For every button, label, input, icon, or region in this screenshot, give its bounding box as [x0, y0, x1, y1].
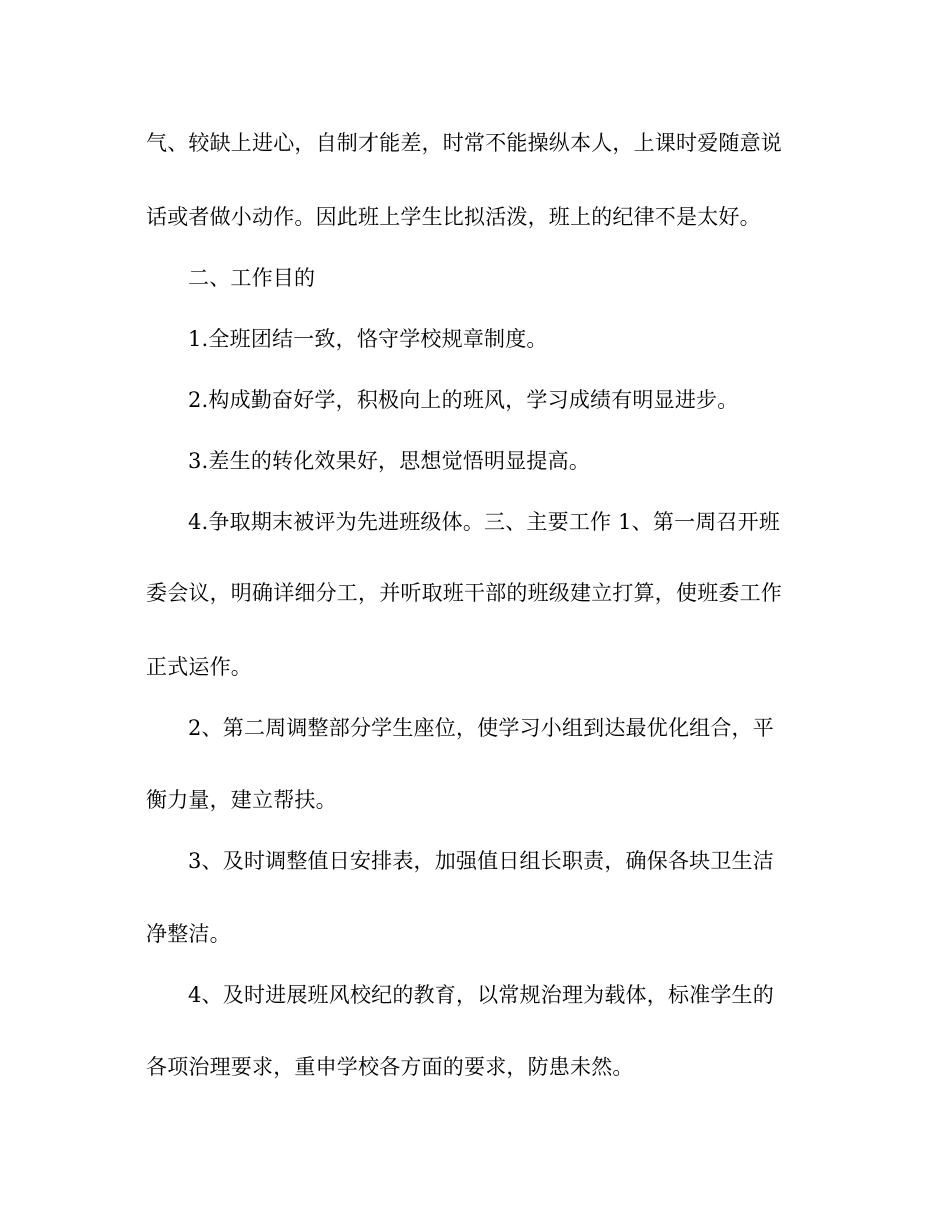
section-heading: 二、工作目的 — [188, 266, 316, 290]
text-line-15: 各项治理要求，重申学校各方面的要求，防患未然。 — [146, 1055, 634, 1079]
text-line-9: 正式运作。 — [146, 655, 252, 679]
text-line-6: 3.差生的转化效果好，思想觉悟明显提高。 — [188, 449, 591, 473]
text-line-12: 3、及时调整值日安排表，加强值日组长职责，确保各块卫生洁 — [188, 849, 774, 873]
text-line-7: 4.争取期末被评为先进班级体。三、主要工作 1、第一周召开班 — [188, 510, 781, 534]
text-line-11: 衡力量，建立帮扶。 — [146, 788, 337, 812]
text-line-2: 话或者做小动作。因此班上学生比拟活泼，班上的纪律不是太好。 — [146, 205, 761, 229]
text-line-4: 1.全班团结一致，恪守学校规章制度。 — [188, 327, 548, 351]
text-line-8: 委会议，明确详细分工，并听取班干部的班级建立打算，使班委工作 — [146, 581, 782, 605]
text-line-5: 2.构成勤奋好学，积极向上的班风，学习成绩有明显进步。 — [188, 388, 739, 412]
text-line-1: 气、较缺上进心，自制才能差，时常不能操纵本人，上课时爱随意说 — [146, 131, 782, 155]
text-line-10: 2、第二周调整部分学生座位，使学习小组到达最优化组合，平 — [188, 716, 774, 740]
text-line-13: 净整洁。 — [146, 922, 231, 946]
text-line-14: 4、及时进展班风校纪的教育，以常规治理为载体，标准学生的 — [188, 983, 774, 1007]
